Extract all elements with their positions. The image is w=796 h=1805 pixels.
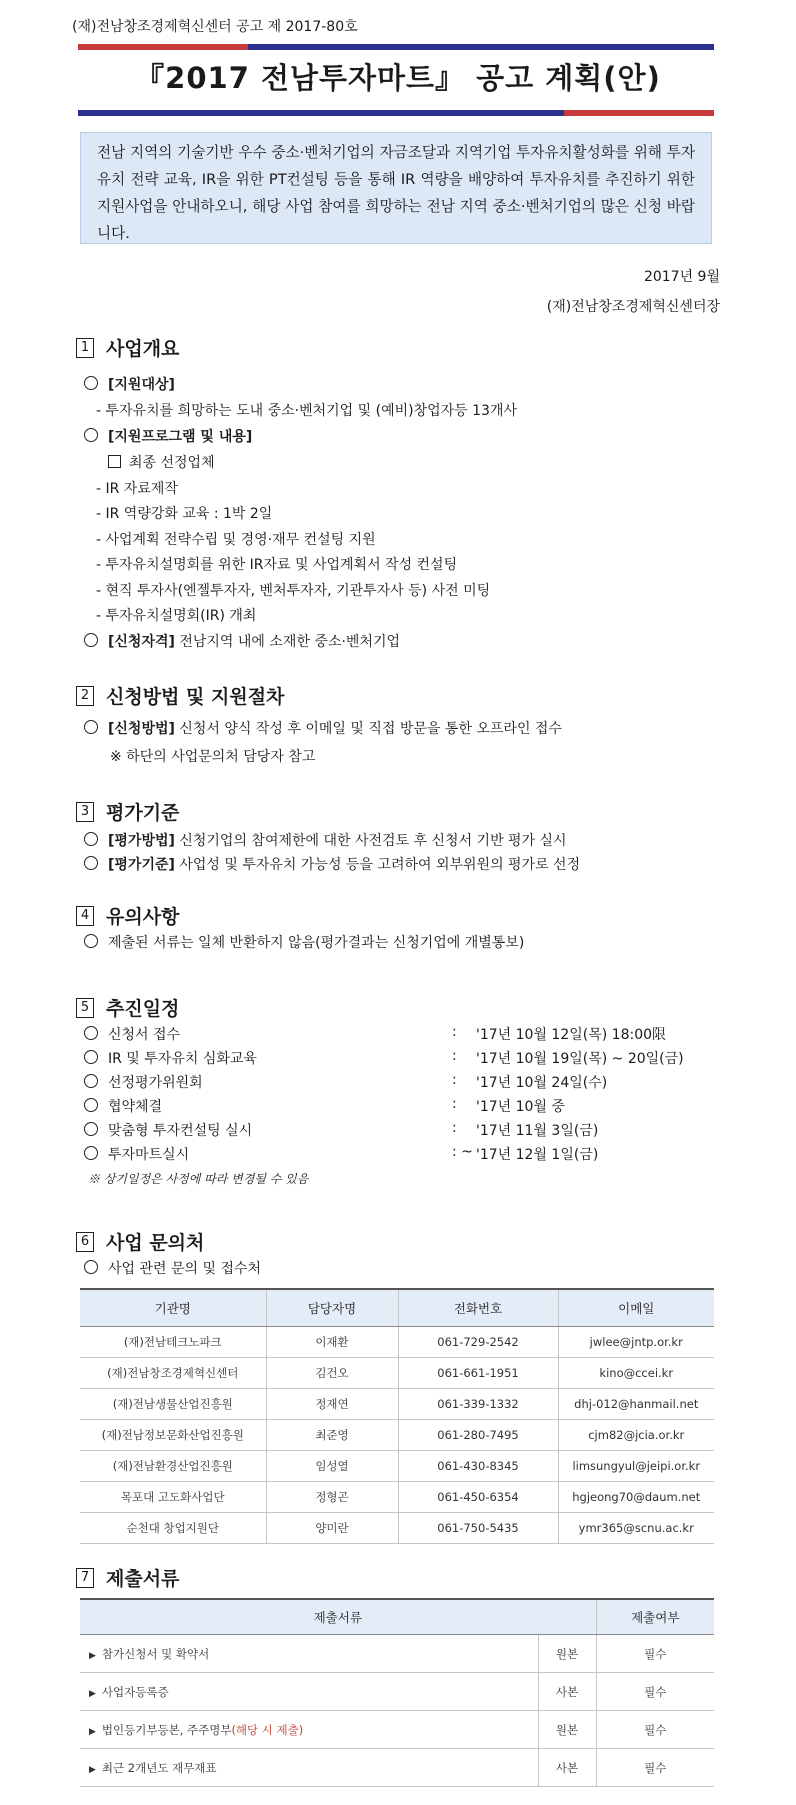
column-header: 전화번호 xyxy=(398,1289,558,1327)
phone-cell: 061-750-5435 xyxy=(398,1513,558,1544)
section-2-heading xyxy=(76,682,284,709)
org-cell: 목포대 고도화사업단 xyxy=(80,1482,266,1513)
contact-table xyxy=(80,1288,714,1544)
circle-bullet-icon xyxy=(84,1050,98,1064)
email-cell[interactable]: jwlee@jntp.or.kr xyxy=(558,1327,714,1358)
org-cell: (재)전남정보문화산업진흥원 xyxy=(80,1420,266,1451)
org-cell: (재)전남테크노파크 xyxy=(80,1327,266,1358)
section-number: 2 xyxy=(76,686,94,706)
section-4-heading xyxy=(76,902,179,929)
required-cell: 필수 xyxy=(596,1749,714,1787)
table-row xyxy=(80,1711,714,1749)
triangle-bullet-icon: ▶ xyxy=(89,1688,96,1699)
notice-number: (재)전남창조경제혁신센터 공고 제 2017-80호 xyxy=(72,19,358,35)
email-cell[interactable]: limsungyul@jeipi.or.kr xyxy=(558,1451,714,1482)
qualification-line: [신청자격] 전남지역 내에 소재한 중소·벤처기업 xyxy=(84,631,400,651)
circle-bullet-icon xyxy=(84,934,98,948)
square-bullet-icon xyxy=(108,455,121,468)
column-header: 담당자명 xyxy=(266,1289,398,1327)
triangle-bullet-icon: ▶ xyxy=(89,1726,96,1737)
program-item: - IR 자료제작 xyxy=(96,481,178,497)
document-cell: ▶ 법인등기부등본, 주주명부(해당 시 제출) xyxy=(80,1711,538,1749)
section-title: 사업 문의처 xyxy=(106,1232,205,1254)
program-item: - 투자유치설명회(IR) 개최 xyxy=(96,608,257,624)
schedule-date: '17년 10월 19일(목) ~ 20일(금) xyxy=(476,1051,684,1067)
person-cell: 김건오 xyxy=(266,1358,398,1389)
circle-bullet-icon xyxy=(84,832,98,846)
schedule-colon: : xyxy=(452,1096,457,1112)
circle-bullet-icon xyxy=(84,1260,98,1274)
schedule-item: 협약체결 xyxy=(84,1096,162,1116)
email-cell[interactable]: kino@ccei.kr xyxy=(558,1358,714,1389)
phone-cell: 061-430-8345 xyxy=(398,1451,558,1482)
section-title: 평가기준 xyxy=(106,802,180,824)
person-cell: 양미란 xyxy=(266,1513,398,1544)
triangle-bullet-icon: ▶ xyxy=(89,1650,96,1661)
circle-bullet-icon xyxy=(84,1098,98,1112)
section-number: 1 xyxy=(76,338,94,358)
document-cell: ▶ 참가신청서 및 확약서 xyxy=(80,1635,538,1673)
org-cell: (재)전남창조경제혁신센터 xyxy=(80,1358,266,1389)
circle-bullet-icon xyxy=(84,376,98,390)
table-row xyxy=(80,1358,714,1389)
required-cell: 필수 xyxy=(596,1635,714,1673)
schedule-colon: : ~ xyxy=(452,1144,473,1160)
phone-cell: 061-450-6354 xyxy=(398,1482,558,1513)
method-note: ※ 하단의 사업문의처 담당자 참고 xyxy=(110,749,316,765)
eval-method-line: [평가방법] 신청기업의 참여제한에 대한 사전검토 후 신청서 기반 평가 실시 xyxy=(84,830,567,850)
required-cell: 필수 xyxy=(596,1711,714,1749)
table-row xyxy=(80,1420,714,1451)
section-7-heading xyxy=(76,1564,179,1591)
schedule-date: '17년 12월 1일(금) xyxy=(476,1147,599,1163)
schedule-item: 투자마트실시 xyxy=(84,1144,189,1164)
final-selection-line: 최종 선정업체 xyxy=(108,452,215,472)
org-cell: (재)전남생물산업진흥원 xyxy=(80,1389,266,1420)
top-rule xyxy=(78,44,714,50)
section-number: 5 xyxy=(76,998,94,1018)
column-header: 이메일 xyxy=(558,1289,714,1327)
table-header-row xyxy=(80,1599,714,1635)
section-title: 제출서류 xyxy=(106,1568,180,1590)
schedule-colon: : xyxy=(452,1048,457,1064)
table-row xyxy=(80,1673,714,1711)
section-number: 7 xyxy=(76,1568,94,1588)
caution-line: 제출된 서류는 일체 반환하지 않음(평가결과는 신청기업에 개별통보) xyxy=(84,932,524,952)
target-desc: - 투자유치를 희망하는 도내 중소·벤처기업 및 (예비)창업자등 13개사 xyxy=(96,403,518,419)
person-cell: 이재환 xyxy=(266,1327,398,1358)
issuer: (재)전남창조경제혁신센터장 xyxy=(546,299,720,315)
table-row xyxy=(80,1749,714,1787)
circle-bullet-icon xyxy=(84,1026,98,1040)
column-header: 제출여부 xyxy=(596,1599,714,1635)
section-title: 사업개요 xyxy=(106,338,180,360)
section-5-heading xyxy=(76,994,179,1021)
email-cell[interactable]: hgjeong70@daum.net xyxy=(558,1482,714,1513)
eval-criteria-line: [평가기준] 사업성 및 투자유치 가능성 등을 고려하여 외부위원의 평가로 선정 xyxy=(84,854,580,874)
contact-desc: 사업 관련 문의 및 접수처 xyxy=(84,1258,261,1278)
bottom-rule xyxy=(78,110,714,116)
schedule-item: IR 및 투자유치 심화교육 xyxy=(84,1048,257,1068)
schedule-colon: : xyxy=(452,1072,457,1088)
intro-box: 전남 지역의 기술기반 우수 중소·벤처기업의 자금조달과 지역기업 투자유치활성화를 위해 투자유치 전략 교육, IR을 위한 PT컨설팅 등을 통해 IR 역량을 배양하여 투자유치를 추진하기 위한 지원사업을 안내하오니, 해당 사업 참여를 희망하는 전남 지역 중소·벤처기업의 많은 신청 바랍니다. xyxy=(80,132,712,244)
program-item: - IR 역량강화 교육 : 1박 2일 xyxy=(96,506,273,522)
target-line: [지원대상] xyxy=(84,374,175,394)
table-row xyxy=(80,1327,714,1358)
copy-type-cell: 원본 xyxy=(538,1635,596,1673)
table-row xyxy=(80,1389,714,1420)
copy-type-cell: 사본 xyxy=(538,1749,596,1787)
copy-type-cell: 원본 xyxy=(538,1711,596,1749)
circle-bullet-icon xyxy=(84,1074,98,1088)
method-line: [신청방법] 신청서 양식 작성 후 이메일 및 직접 방문을 통한 오프라인 접수 xyxy=(84,718,562,738)
section-title: 유의사항 xyxy=(106,906,180,928)
phone-cell: 061-339-1332 xyxy=(398,1389,558,1420)
section-number: 6 xyxy=(76,1232,94,1252)
column-header: 기관명 xyxy=(80,1289,266,1327)
notice-date: 2017년 9월 xyxy=(643,269,720,285)
schedule-item: 신청서 접수 xyxy=(84,1024,180,1044)
schedule-item: 맞춤형 투자컨설팅 실시 xyxy=(84,1120,252,1140)
copy-type-cell: 사본 xyxy=(538,1673,596,1711)
section-title: 신청방법 및 지원절차 xyxy=(106,686,285,708)
section-3-heading xyxy=(76,798,179,825)
program-item: - 투자유치설명회를 위한 IR자료 및 사업계획서 작성 컨설팅 xyxy=(96,557,458,573)
table-row xyxy=(80,1482,714,1513)
person-cell: 최준영 xyxy=(266,1420,398,1451)
schedule-date: '17년 11월 3일(금) xyxy=(476,1123,599,1139)
program-item: - 현직 투자사(엔젤투자자, 벤처투자자, 기관투자사 등) 사전 미팅 xyxy=(96,583,491,599)
triangle-bullet-icon: ▶ xyxy=(89,1764,96,1775)
section-1-heading xyxy=(76,334,179,361)
circle-bullet-icon xyxy=(84,1122,98,1136)
table-row xyxy=(80,1635,714,1673)
section-number: 4 xyxy=(76,906,94,926)
person-cell: 정재연 xyxy=(266,1389,398,1420)
phone-cell: 061-280-7495 xyxy=(398,1420,558,1451)
circle-bullet-icon xyxy=(84,720,98,734)
schedule-colon: : xyxy=(452,1120,457,1136)
program-item: - 사업계획 전략수립 및 경영·재무 컨설팅 지원 xyxy=(96,532,376,548)
schedule-note: ※ 상기일정은 사정에 따라 변경될 수 있음 xyxy=(88,1172,309,1186)
circle-bullet-icon xyxy=(84,856,98,870)
org-cell: (재)전남환경산업진흥원 xyxy=(80,1451,266,1482)
email-cell[interactable]: cjm82@jcia.or.kr xyxy=(558,1420,714,1451)
email-cell[interactable]: ymr365@scnu.ac.kr xyxy=(558,1513,714,1544)
schedule-colon: : xyxy=(452,1024,457,1040)
documents-table xyxy=(80,1598,714,1787)
column-header: 제출서류 xyxy=(80,1599,596,1635)
page-title: 『2017 전남투자마트』 공고 계획(안) xyxy=(135,61,661,95)
section-number: 3 xyxy=(76,802,94,822)
section-title: 추진일정 xyxy=(106,998,180,1020)
table-header-row xyxy=(80,1289,714,1327)
program-line: [지원프로그램 및 내용] xyxy=(84,426,252,446)
document-cell: ▶ 최근 2개년도 재무재표 xyxy=(80,1749,538,1787)
section-6-heading xyxy=(76,1228,204,1255)
phone-cell: 061-661-1951 xyxy=(398,1358,558,1389)
phone-cell: 061-729-2542 xyxy=(398,1327,558,1358)
table-row xyxy=(80,1513,714,1544)
required-cell: 필수 xyxy=(596,1673,714,1711)
person-cell: 임성열 xyxy=(266,1451,398,1482)
table-row xyxy=(80,1451,714,1482)
circle-bullet-icon xyxy=(84,633,98,647)
schedule-date: '17년 10월 12일(목) 18:00限 xyxy=(476,1027,667,1043)
email-cell[interactable]: dhj-012@hanmail.net xyxy=(558,1389,714,1420)
person-cell: 정형곤 xyxy=(266,1482,398,1513)
document-cell: ▶ 사업자등록증 xyxy=(80,1673,538,1711)
org-cell: 순천대 창업지원단 xyxy=(80,1513,266,1544)
schedule-date: '17년 10월 중 xyxy=(476,1099,565,1115)
circle-bullet-icon xyxy=(84,1146,98,1160)
schedule-date: '17년 10월 24일(수) xyxy=(476,1075,608,1091)
schedule-item: 선정평가위원회 xyxy=(84,1072,203,1092)
circle-bullet-icon xyxy=(84,428,98,442)
